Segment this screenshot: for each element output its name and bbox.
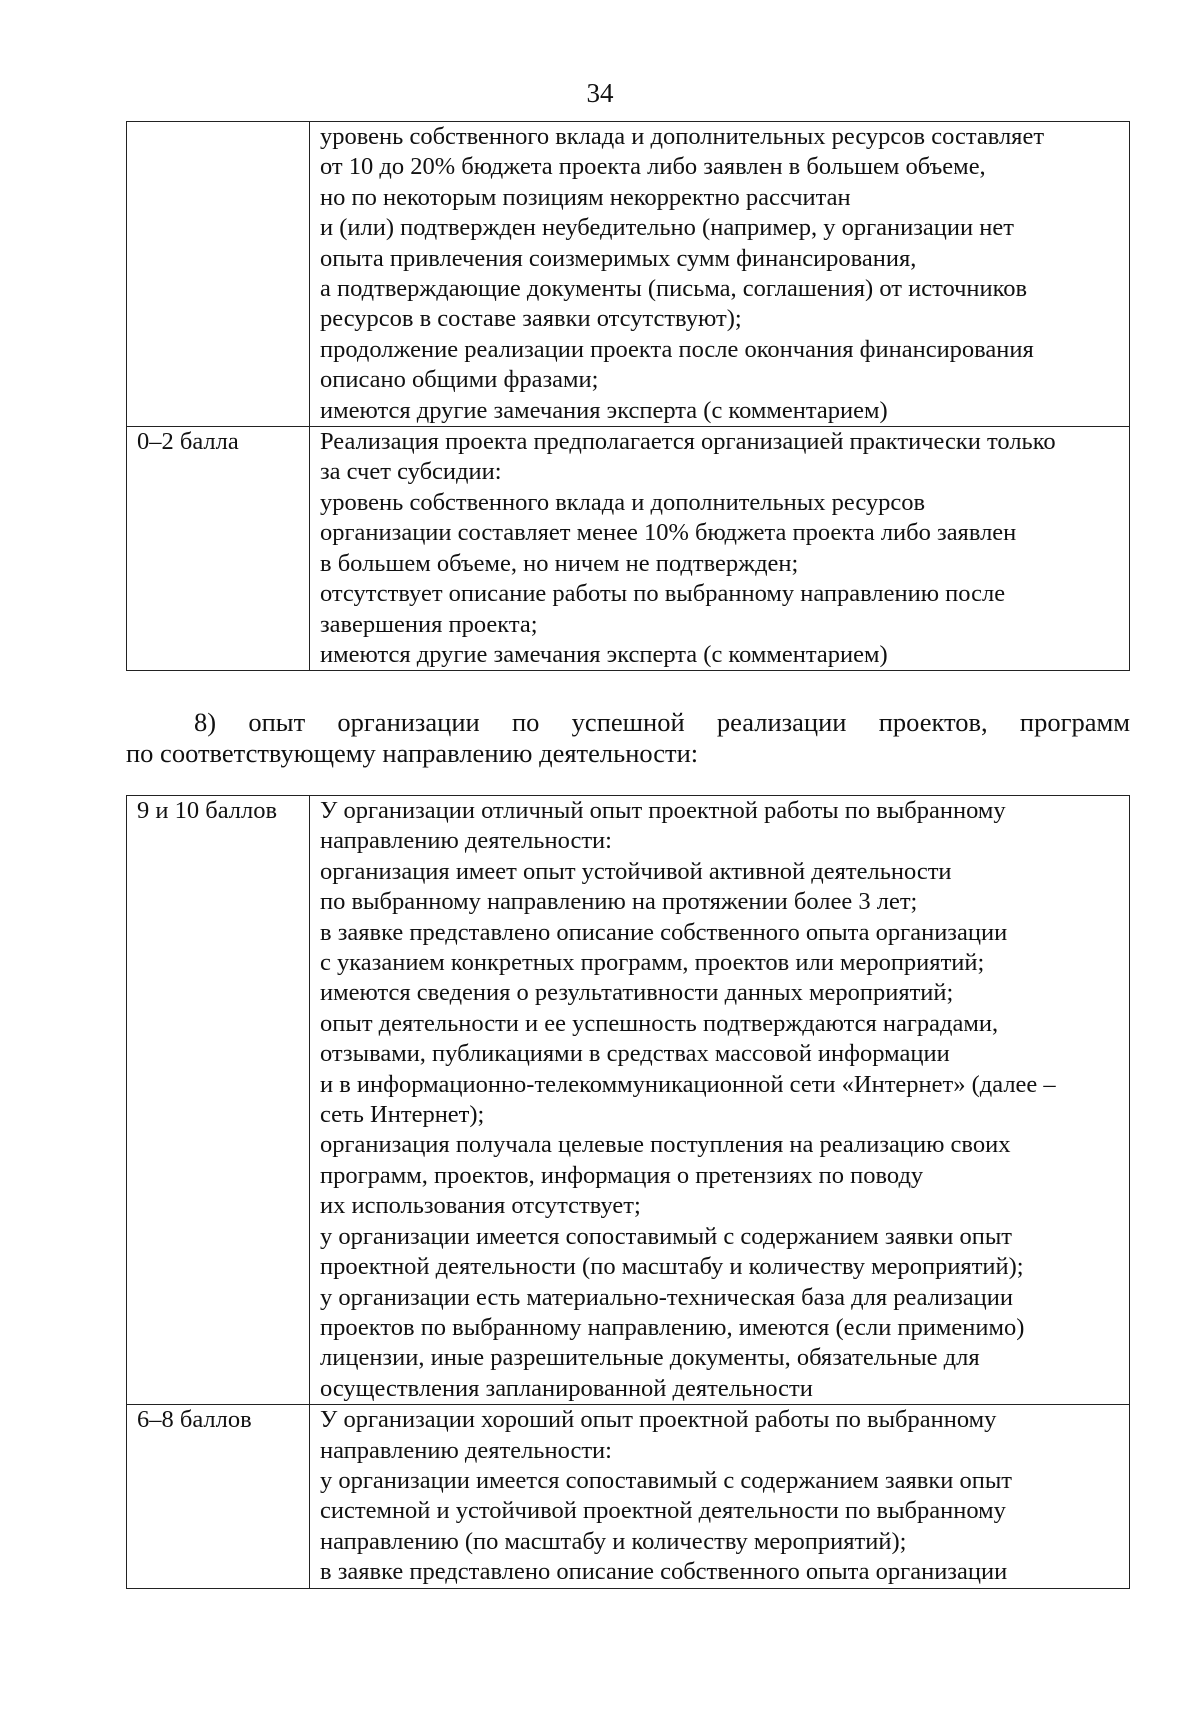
description-line: организации составляет менее 10% бюджета проекта либо заявлен — [320, 519, 1017, 547]
description-cell — [310, 796, 1130, 1405]
criteria-table-8 — [126, 795, 1130, 1589]
section-heading-line: 8) опыт организации по успешной реализации проектов, программ — [194, 707, 1130, 737]
description-line: у организации имеется сопоставимый с содержанием заявки опыт — [320, 1466, 1012, 1494]
description-line: у организации есть материально-техническая база для реализации — [320, 1283, 1013, 1311]
description-line: в большем объеме, но ничем не подтвержден; — [320, 549, 799, 577]
description-line: имеются сведения о результативности данных мероприятий; — [320, 979, 954, 1007]
description-line: уровень собственного вклада и дополнительных ресурсов составляет — [320, 123, 1045, 150]
description-line: отсутствует описание работы по выбранному направлению после — [320, 580, 1006, 608]
score-cell — [127, 122, 310, 427]
description-line: за счет субсидии: — [320, 458, 502, 486]
page-number: 34 — [586, 78, 614, 108]
description-line: лицензии, иные разрешительные документы, обязательные для — [320, 1344, 980, 1372]
description-line: направлению деятельности: — [320, 1436, 612, 1464]
description-line: от 10 до 20% бюджета проекта либо заявлен в большем объеме, — [320, 153, 986, 181]
description-line: проектной деятельности (по масштабу и количеству мероприятий); — [320, 1253, 1024, 1281]
table-row — [127, 122, 1130, 427]
description-line: и (или) подтвержден неубедительно (например, у организации нет — [320, 214, 1014, 242]
table-row — [127, 1405, 1130, 1588]
description-line: У организации хороший опыт проектной работы по выбранному — [320, 1406, 997, 1434]
description-line: завершения проекта; — [320, 610, 538, 638]
description-line: программ, проектов, информация о претензиях по поводу — [320, 1161, 924, 1189]
section-8-heading — [126, 707, 1130, 769]
description-line: уровень собственного вклада и дополнительных ресурсов — [320, 488, 926, 516]
section-heading-line: по соответствующему направлению деятельности: — [126, 738, 699, 768]
description-line: системной и устойчивой проектной деятельности по выбранному — [320, 1497, 1006, 1525]
description-cell — [310, 122, 1130, 427]
description-line: имеются другие замечания эксперта (с комментарием) — [320, 396, 888, 424]
score-cell: 6–8 баллов — [127, 1405, 310, 1588]
table-row — [127, 796, 1130, 1405]
description-line: отзывами, публикациями в средствах массовой информации — [320, 1040, 950, 1068]
table-row — [127, 427, 1130, 671]
criteria-table-7 — [126, 121, 1130, 671]
description-line: с указанием конкретных программ, проектов или мероприятий; — [320, 949, 985, 977]
score-cell: 9 и 10 баллов — [127, 796, 310, 1405]
description-line: в заявке представлено описание собственного опыта организации — [320, 1558, 1008, 1586]
description-line: в заявке представлено описание собственного опыта организации — [320, 918, 1008, 946]
description-line: организация имеет опыт устойчивой активной деятельности — [320, 857, 952, 885]
description-line: У организации отличный опыт проектной работы по выбранному — [320, 797, 1006, 824]
description-line: имеются другие замечания эксперта (с комментарием) — [320, 640, 888, 668]
description-line: и в информационно-телекоммуникационной сети «Интернет» (далее – — [320, 1070, 1056, 1098]
description-line: организация получала целевые поступления на реализацию своих — [320, 1131, 1011, 1159]
description-line: ресурсов в составе заявки отсутствуют); — [320, 305, 742, 333]
description-cell — [310, 427, 1130, 671]
description-line: их использования отсутствует; — [320, 1192, 641, 1220]
description-line: сеть Интернет); — [320, 1101, 485, 1129]
description-line: направлению (по масштабу и количеству мероприятий); — [320, 1527, 907, 1555]
description-cell — [310, 1405, 1130, 1588]
description-line: опыта привлечения соизмеримых сумм финансирования, — [320, 244, 917, 272]
description-line: описано общими фразами; — [320, 366, 599, 394]
description-line: по выбранному направлению на протяжении более 3 лет; — [320, 888, 918, 916]
description-line: опыт деятельности и ее успешность подтверждаются наградами, — [320, 1009, 999, 1037]
description-line: проектов по выбранному направлению, имеются (если применимо) — [320, 1313, 1025, 1341]
description-line: продолжение реализации проекта после окончания финансирования — [320, 335, 1034, 363]
description-line: а подтверждающие документы (письма, соглашения) от источников — [320, 275, 1028, 303]
description-line: направлению деятельности: — [320, 827, 612, 855]
score-cell: 0–2 балла — [127, 427, 310, 671]
description-line: у организации имеется сопоставимый с содержанием заявки опыт — [320, 1222, 1012, 1250]
description-line: осуществления запланированной деятельности — [320, 1374, 813, 1402]
description-line: но по некоторым позициям некорректно рассчитан — [320, 183, 851, 211]
description-line: Реализация проекта предполагается организацией практически только — [320, 428, 1056, 456]
